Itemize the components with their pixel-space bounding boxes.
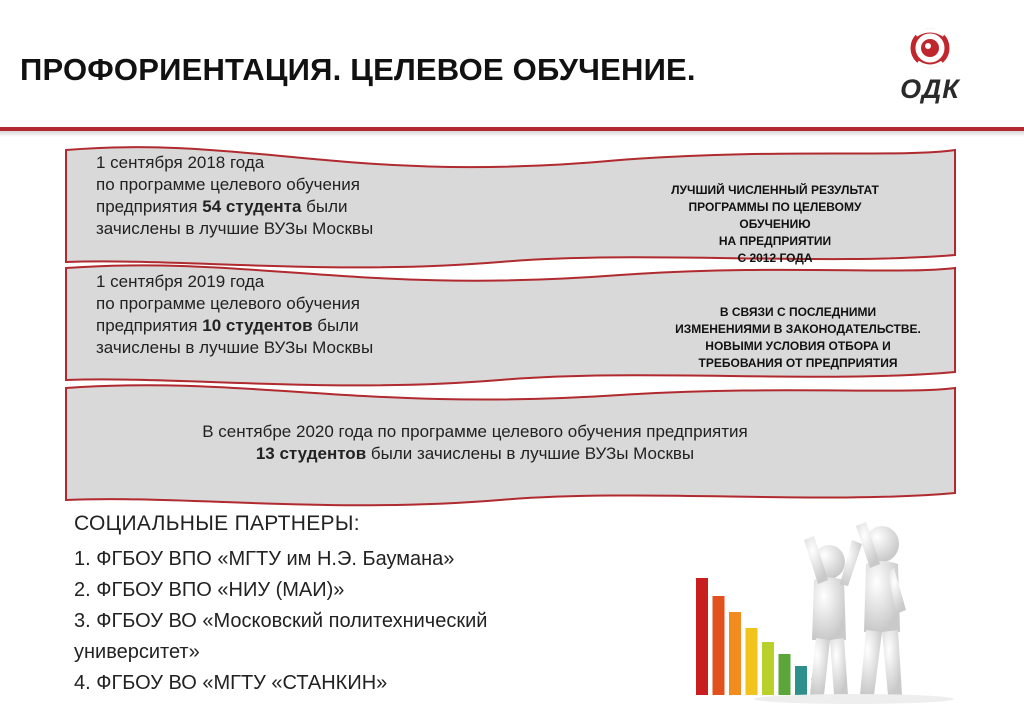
growth-bar: [713, 596, 725, 695]
growth-bar: [746, 628, 758, 695]
students-count-2018: 54 студента: [202, 197, 302, 216]
growth-bars: [696, 578, 824, 695]
band-2019-line3: предприятия 10 студентов были: [96, 316, 359, 335]
band-2018-line1: 1 сентября 2018 года: [96, 153, 265, 172]
growth-bar: [779, 654, 791, 695]
band-2018-note: ЛУЧШИЙ ЧИСЛЕННЫЙ РЕЗУЛЬТАТ ПРОГРАММЫ ПО ЦЕЛЕВОМУ ОБУЧЕНИЮ НА ПРЕДПРИЯТИИ С 2012 ГОДА: [671, 183, 879, 265]
band-2018-line3: предприятия 54 студента были: [96, 197, 348, 216]
band-2018-text: [96, 152, 373, 240]
band-2019-line4: зачислены в лучшие ВУЗы Москвы: [96, 338, 374, 357]
partners-heading: СОЦИАЛЬНЫЕ ПАРТНЕРЫ:: [74, 512, 360, 535]
logo-text: ОДК: [900, 74, 960, 104]
social-partners: [74, 512, 487, 699]
growth-bar: [729, 612, 741, 695]
page-title: ПРОФОРИЕНТАЦИЯ. ЦЕЛЕВОЕ ОБУЧЕНИЕ.: [20, 52, 696, 87]
band-2018-line4: зачислены в лучшие ВУЗы Москвы: [96, 219, 374, 238]
partner-item: 2. ФГБОУ ВПО «НИУ (МАИ)»: [74, 579, 345, 601]
partner-item: 3. ФГБОУ ВО «Московский политехнический университет»: [74, 610, 488, 663]
growth-bar: [795, 666, 807, 695]
growth-bar: [762, 642, 774, 695]
partner-item: 4. ФГБОУ ВО «МГТУ «СТАНКИН»: [74, 672, 388, 694]
band-2020-line2: 13 студентов были зачислены в лучшие ВУЗы Москвы: [255, 444, 695, 463]
band-2019-line1: 1 сентября 2019 года: [96, 272, 265, 291]
figure-left-icon: [804, 536, 862, 695]
band-2020-text: [80, 421, 870, 465]
growth-bar: [696, 578, 708, 695]
band-2018-line2: по программе целевого обучения: [96, 175, 360, 194]
band-2020-line1: В сентябре 2020 года по программе целевого обучения предприятия: [202, 422, 748, 441]
partner-item: 1. ФГБОУ ВПО «МГТУ им Н.Э. Баумана»: [74, 548, 455, 570]
growth-illustration: [684, 500, 984, 705]
band-2019-text: [96, 271, 373, 359]
band-2019-note: В СВЯЗИ С ПОСЛЕДНИМИ ИЗМЕНЕНИЯМИ В ЗАКОНОДАТЕЛЬСТВЕ. НОВЫМИ УСЛОВИЯ ОТБОРА И ТРЕБОВАНИЯ ОТ ПРЕДПРИЯТИЯ: [675, 305, 921, 370]
students-count-2019: 10 студентов: [202, 316, 313, 335]
figure-right-icon: [856, 522, 906, 695]
students-count-2020: 13 студентов: [255, 444, 367, 463]
band-2019-line2: по программе целевого обучения: [96, 294, 360, 313]
